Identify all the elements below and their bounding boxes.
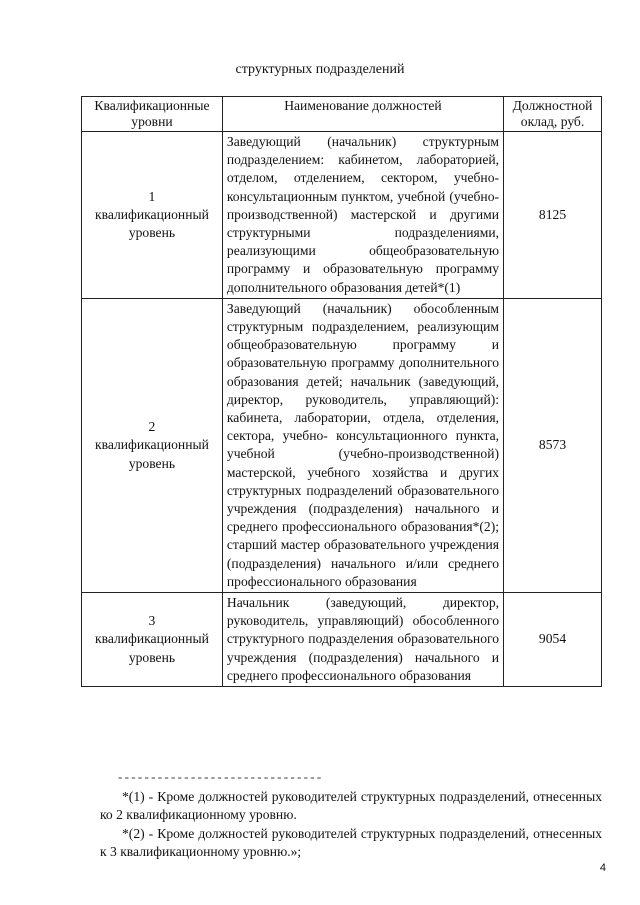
footnote-2: *(2) - Кроме должностей руководителей структурных подразделений, отнесенных к 3 квалификационному уровню.»; — [100, 826, 602, 859]
salary-cell: 8573 — [504, 298, 602, 592]
table-row — [82, 298, 602, 592]
level-unit: уровень — [128, 455, 176, 471]
header-qualification-levels: Квалификационные уровни — [82, 97, 223, 132]
level-word: квалификационный — [95, 631, 209, 647]
level-unit: уровень — [128, 649, 176, 665]
level-number: 3 — [148, 613, 156, 629]
section-heading: структурных подразделений — [235, 62, 405, 77]
level-unit: уровень — [128, 225, 176, 241]
salary-cell: 8125 — [504, 132, 602, 299]
footnote-1: *(1) - Кроме должностей руководителей структурных подразделений, отнесенных ко 2 квалификационному уровню. — [100, 789, 602, 822]
salary-cell: 9054 — [504, 593, 602, 687]
positions-cell: Начальник (заведующий, директор, руководитель, управляющий) обособленного структурного подразделения образовательного учреждения (подразделения) начального и среднего профессионального образования — [222, 593, 503, 687]
level-number: 2 — [148, 419, 156, 435]
table-header-row — [82, 97, 602, 132]
table-row — [82, 593, 602, 687]
page-number: 4 — [599, 862, 606, 874]
level-number: 1 — [148, 188, 156, 204]
level-word: квалификационный — [95, 206, 209, 222]
level-word: квалификационный — [95, 437, 209, 453]
table-row — [82, 132, 602, 299]
qualification-table — [81, 96, 602, 687]
level-cell — [82, 298, 223, 592]
positions-cell: Заведующий (начальник) обособленным структурным подразделением, реализующим общеобразовательную программу и образовательную программу дополнительного образования детей; начальник (заведующий, директор, руководитель, управляющий): кабинета, лаборатории, отдела, отделения, сектора, учебно- консультационного пункта, учебной (учебно-производственной) мастерской, учебного хозяйства и других структурных подразделений образовательного учреждения (подразделения) начального и среднего профессионального образования*(2); старший мастер образовательного учреждения (подразделения) начального и/или среднего профессионального образования — [222, 298, 503, 592]
header-position-names: Наименование должностей — [222, 97, 503, 132]
level-cell — [82, 132, 223, 299]
footnote-separator: ------------------------------- — [118, 769, 324, 784]
positions-cell: Заведующий (начальник) структурным подразделением: кабинетом, лабораторией, отделом, отделением, сектором, учебно-консультационным пунктом, учебной (учебно-производственной) мастерской и другими структурными подразделениями, реализующими общеобразовательную программу и образовательную программу дополнительного образования детей*(1) — [222, 132, 503, 299]
level-cell — [82, 593, 223, 687]
header-salary: Должностной оклад, руб. — [504, 97, 602, 132]
